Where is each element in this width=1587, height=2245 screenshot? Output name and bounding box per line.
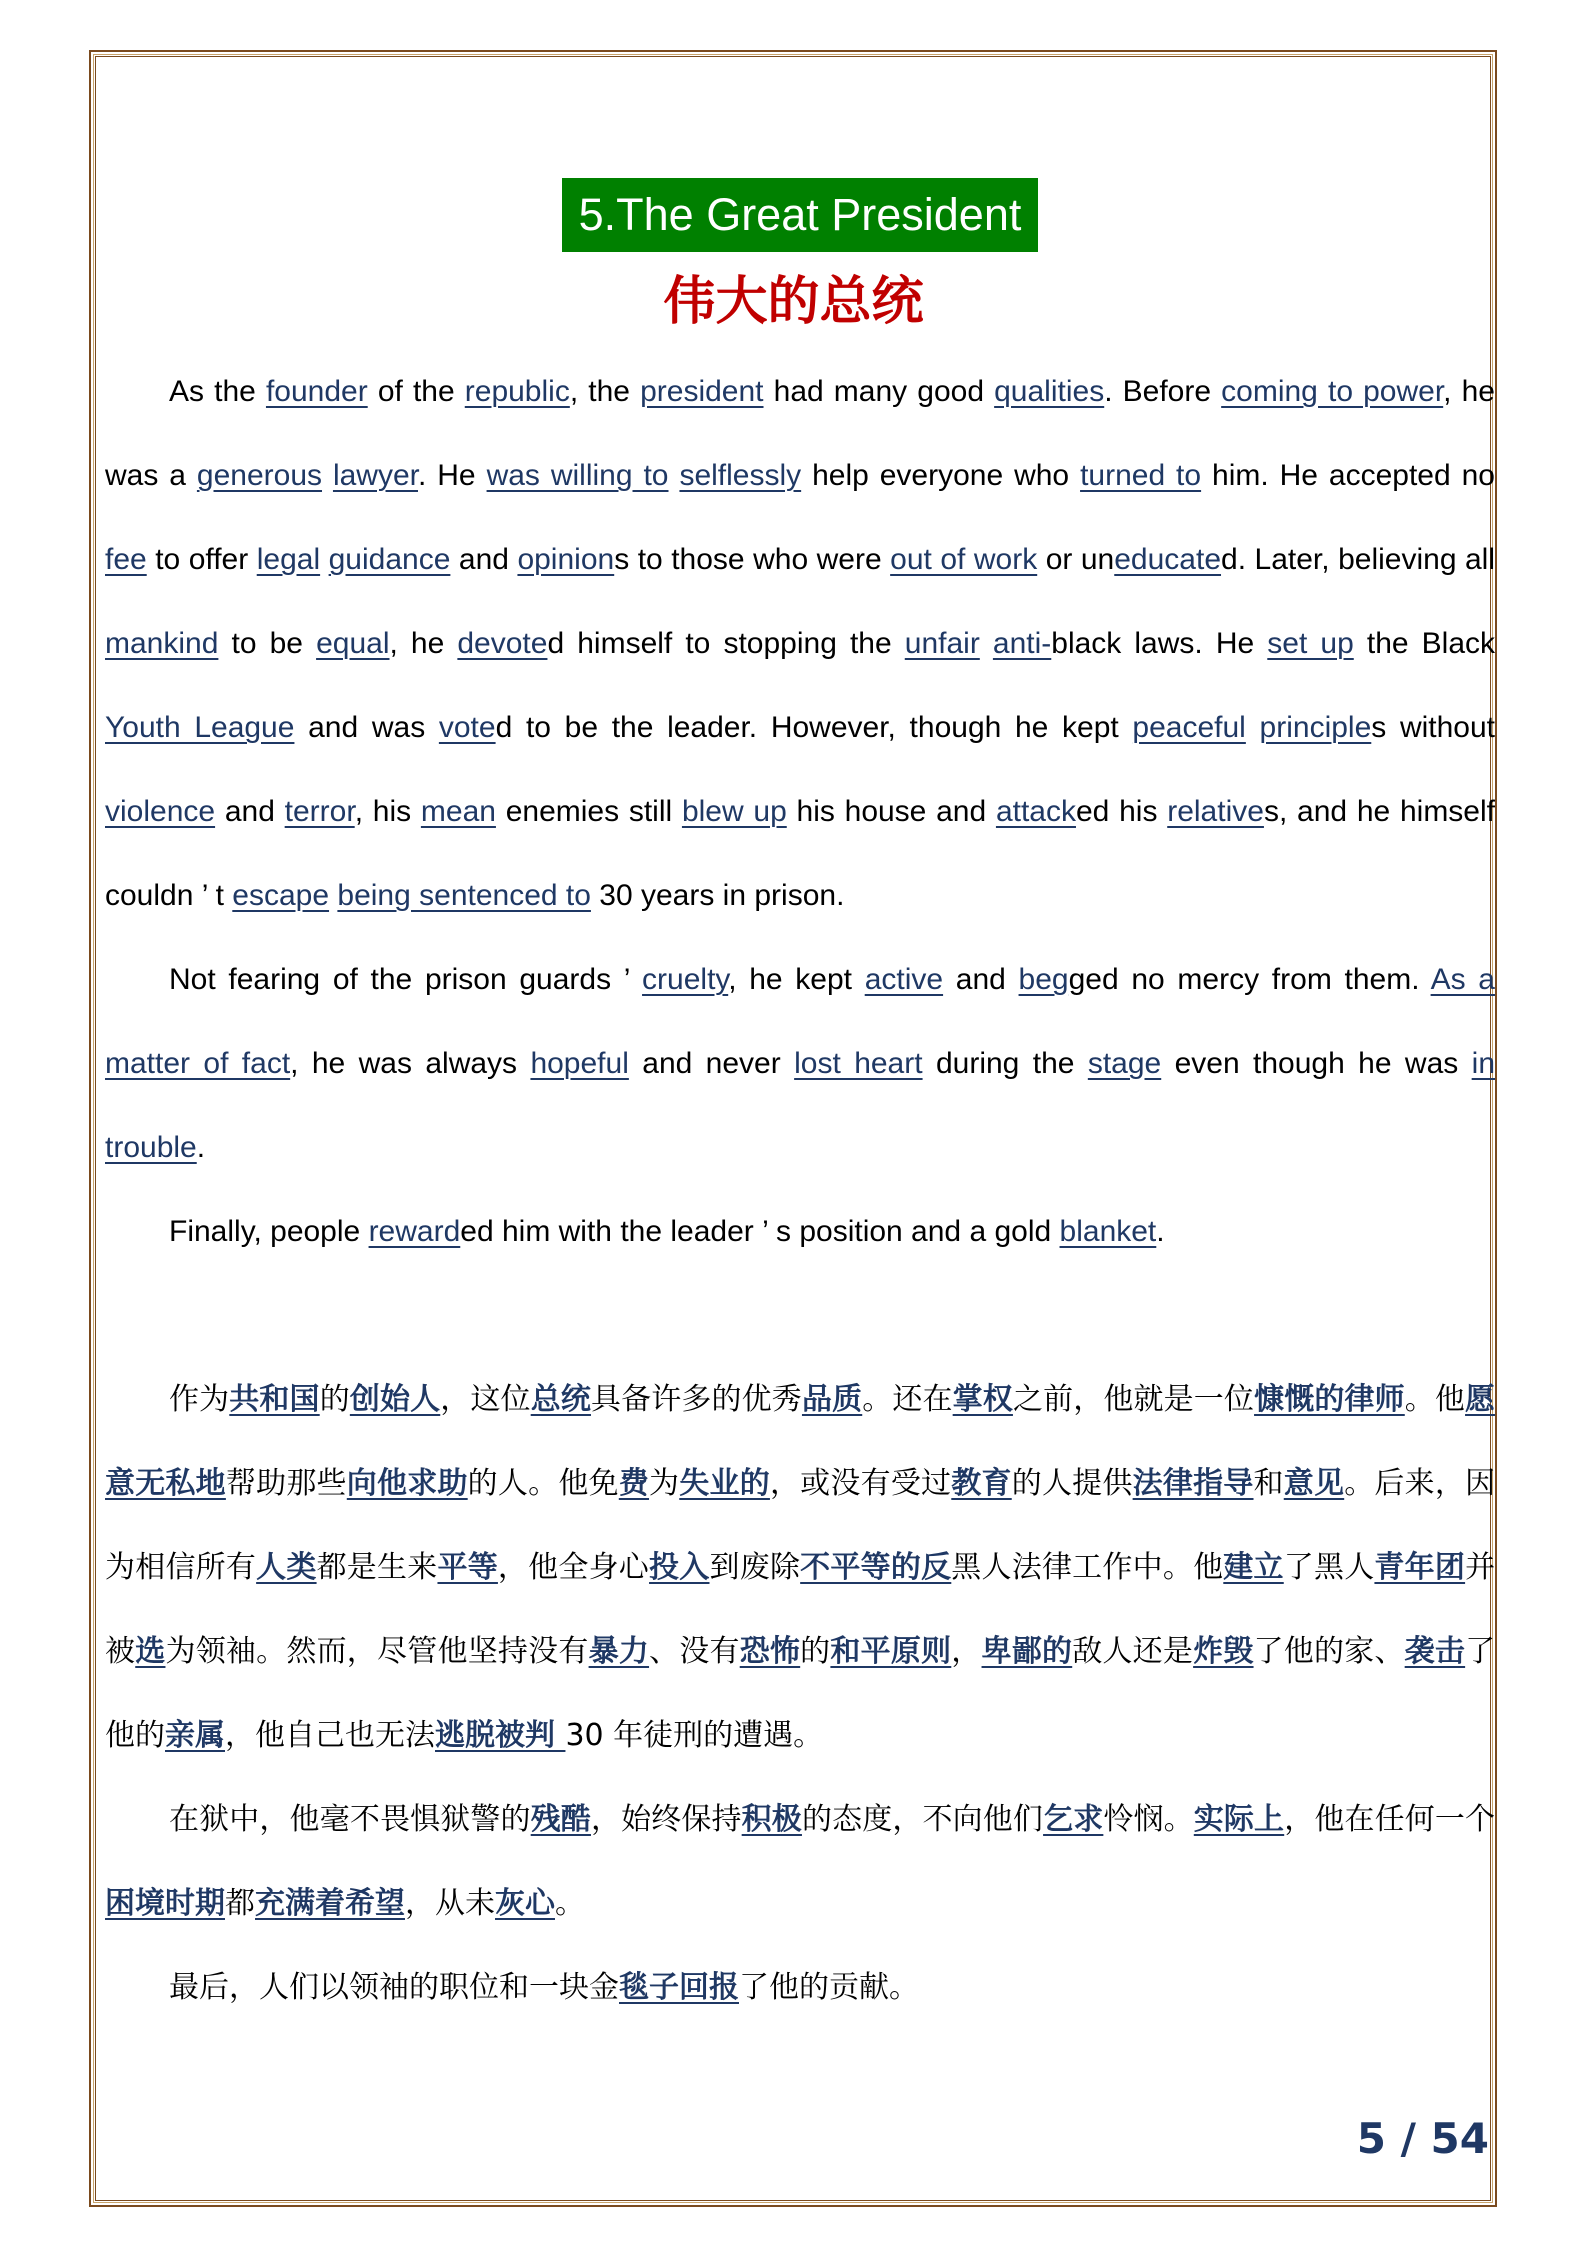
- text-run: ed his: [1075, 795, 1168, 828]
- vocab-term: 总统: [530, 1382, 591, 1417]
- text-run: had many good: [763, 375, 995, 408]
- text-run: of the: [367, 375, 465, 408]
- vocab-term: 向他求助: [346, 1466, 468, 1501]
- text-run: and was: [294, 711, 439, 744]
- vocab-term: lawyer: [332, 459, 418, 492]
- vocab-term: cruelty: [642, 963, 729, 996]
- text-run: 的人。他免: [467, 1466, 619, 1501]
- english-paragraph-3: [105, 1190, 1495, 1274]
- text-run: ，或没有受过: [769, 1466, 952, 1501]
- text-run: 为: [649, 1466, 680, 1501]
- text-run: 具备许多的优秀: [590, 1382, 802, 1417]
- text-run: 了他的贡献。: [739, 1970, 919, 2005]
- vocab-term: 亲属: [165, 1718, 225, 1753]
- vocab-term: educate: [1114, 543, 1222, 576]
- vocab-term: 选: [135, 1634, 166, 1669]
- text-run: ，他自己也无法: [225, 1718, 435, 1753]
- vocab-term: 人类: [256, 1550, 317, 1585]
- vocab-term: 和平原则: [830, 1634, 952, 1669]
- vocab-term: 袭击: [1404, 1634, 1466, 1669]
- text-run: , he kept: [728, 963, 865, 996]
- text-run: his house and: [786, 795, 996, 828]
- vocab-term: fee: [105, 543, 147, 576]
- vocab-term: lost heart: [794, 1047, 923, 1080]
- vocab-term: relative: [1167, 795, 1264, 828]
- vocab-term: blanket: [1059, 1215, 1157, 1248]
- text-run: . He: [418, 459, 487, 492]
- vocab-term: 逃脱被判: [435, 1718, 566, 1753]
- vocab-term: principle: [1259, 711, 1372, 744]
- vocab-term: devote: [457, 627, 548, 660]
- text-run: and: [450, 543, 518, 576]
- text-run: 30 年徒刑的遭遇。: [565, 1718, 824, 1753]
- text-run: , he was always: [290, 1047, 531, 1080]
- vocab-term: founder: [265, 375, 368, 408]
- text-run: 为领袖。然而，尽管他坚持没有: [165, 1634, 589, 1669]
- vocab-term: 失业的: [679, 1466, 770, 1501]
- text-run: 最后，人们以领袖的职位和一块金: [169, 1970, 619, 2005]
- text-run: d. Later, believing all: [1221, 543, 1496, 576]
- vocab-term: legal: [256, 543, 321, 576]
- text-run: 和: [1253, 1466, 1284, 1501]
- vocab-term: 炸毁: [1193, 1634, 1254, 1669]
- page-number: 5 / 54: [1356, 2114, 1489, 2163]
- text-run: enemies still: [495, 795, 682, 828]
- text-run: [669, 459, 680, 492]
- text-run: [322, 459, 333, 492]
- chinese-paragraph-2: [105, 1778, 1495, 1946]
- vocab-term: selflessly: [679, 459, 802, 492]
- text-run: 、没有: [649, 1634, 740, 1669]
- vocab-term: 愿意无私地: [105, 1382, 1496, 1501]
- text-run: ed him with the leader ’ s position and a gold: [460, 1215, 1060, 1248]
- vocab-term: 投入: [649, 1550, 710, 1585]
- vocab-term: 残酷: [530, 1802, 591, 1837]
- text-run: , his: [354, 795, 421, 828]
- vocab-term: 法律指导: [1132, 1466, 1254, 1501]
- text-run: 都是生来: [316, 1550, 438, 1585]
- vocab-term: 实际上: [1193, 1802, 1285, 1837]
- vocab-term: 暴力: [588, 1634, 650, 1669]
- vocab-term: guidance: [328, 543, 451, 576]
- vocab-term: terror: [284, 795, 355, 828]
- text-run: ，他在任何一个: [1284, 1802, 1496, 1837]
- chinese-paragraph-1: [105, 1358, 1495, 1778]
- text-run: 了他的家、: [1253, 1634, 1405, 1669]
- text-run: .: [196, 1131, 206, 1164]
- vocab-term: reward: [368, 1215, 461, 1248]
- text-run: to be: [218, 627, 317, 660]
- vocab-term: hopeful: [530, 1047, 629, 1080]
- vocab-term: 教育: [951, 1466, 1012, 1501]
- text-run: , the: [569, 375, 641, 408]
- text-run: . Before: [1104, 375, 1222, 408]
- section-spacer: [105, 1274, 1495, 1358]
- text-run: 帮助那些: [225, 1466, 347, 1501]
- text-run: As the: [169, 375, 266, 408]
- vocab-term: attack: [995, 795, 1076, 828]
- vocab-term: vote: [438, 711, 496, 744]
- text-run: ，他全身心: [497, 1550, 650, 1585]
- vocab-term: president: [640, 375, 764, 408]
- text-run: 的: [319, 1382, 350, 1417]
- vocab-term: escape: [232, 879, 330, 912]
- vocab-term: 意见: [1283, 1466, 1345, 1501]
- text-run: 并被: [105, 1550, 1496, 1669]
- text-run: 黑人法律工作中。他: [951, 1550, 1224, 1585]
- text-run: [320, 543, 329, 576]
- text-run: d himself to stopping the: [547, 627, 905, 660]
- vocab-term: 创始人: [349, 1382, 441, 1417]
- text-run: 。后来，因为相信所有: [105, 1466, 1496, 1585]
- text-run: , he: [389, 627, 458, 660]
- text-run: ，从未: [405, 1886, 495, 1921]
- text-run: 的人提供: [1011, 1466, 1133, 1501]
- vocab-term: qualities: [994, 375, 1105, 408]
- text-run: ，这位: [440, 1382, 531, 1417]
- text-run: to offer: [146, 543, 257, 576]
- text-run: 的态度，不向他们: [801, 1802, 1044, 1837]
- text-run: ，: [951, 1634, 982, 1669]
- vocab-term: generous: [196, 459, 323, 492]
- text-run: s without: [1371, 711, 1496, 744]
- text-run: 30 years in prison.: [590, 879, 845, 912]
- text-run: 。还在: [862, 1382, 953, 1417]
- vocab-term: 费: [618, 1466, 650, 1501]
- text-run: [1246, 711, 1260, 744]
- english-paragraph-1: [105, 350, 1495, 938]
- vocab-term: set up: [1267, 627, 1354, 660]
- text-run: 在狱中，他毫不畏惧狱警的: [169, 1802, 531, 1837]
- text-run: black laws. He: [1051, 627, 1268, 660]
- text-run: and: [943, 963, 1019, 996]
- vocab-term: being sentenced to: [337, 879, 591, 912]
- vocab-term: 困境时期: [105, 1886, 225, 1921]
- vocab-term: 掌权: [952, 1382, 1013, 1417]
- text-run: and never: [628, 1047, 795, 1080]
- vocab-term: was willing to: [486, 459, 669, 492]
- text-run: ，始终保持: [590, 1802, 742, 1837]
- text-run: him. He accepted no: [1201, 459, 1495, 492]
- vocab-term: 乞求: [1043, 1802, 1104, 1837]
- vocab-term: As a matter of fact: [105, 963, 1495, 1080]
- article-body: [105, 350, 1495, 2030]
- text-run: Not fearing of the prison guards ’: [169, 963, 643, 996]
- vocab-term: mankind: [105, 627, 219, 660]
- vocab-term: 积极: [741, 1802, 802, 1837]
- text-run: or un: [1037, 543, 1115, 576]
- vocab-term: 恐怖: [739, 1634, 801, 1669]
- vocab-term: republic: [464, 375, 570, 408]
- vocab-term: 卑鄙的: [981, 1634, 1073, 1669]
- vocab-term: beg: [1018, 963, 1069, 996]
- text-run: help everyone who: [801, 459, 1081, 492]
- text-run: 怜悯。: [1103, 1802, 1194, 1837]
- vocab-term: 建立: [1223, 1550, 1284, 1585]
- vocab-term: opinion: [517, 543, 615, 576]
- text-run: 敌人还是: [1072, 1634, 1194, 1669]
- vocab-term: equal: [316, 627, 390, 660]
- vocab-term: anti-: [992, 627, 1052, 660]
- text-run: 到废除: [709, 1550, 801, 1585]
- text-run: 。: [555, 1886, 585, 1921]
- text-run: 作为: [169, 1382, 230, 1417]
- vocab-term: in trouble: [105, 1047, 1496, 1164]
- vocab-term: unfair: [904, 627, 980, 660]
- title-english: 5.The Great President: [562, 178, 1038, 252]
- vocab-term: peaceful: [1132, 711, 1246, 744]
- text-run: .: [1156, 1215, 1165, 1248]
- vocab-term: stage: [1087, 1047, 1162, 1080]
- vocab-term: violence: [105, 795, 216, 828]
- vocab-term: 不平等的反: [800, 1550, 952, 1585]
- vocab-term: Youth League: [105, 711, 295, 744]
- title-chinese: 伟大的总统: [663, 272, 924, 332]
- text-run: 都: [225, 1886, 255, 1921]
- text-run: and: [215, 795, 285, 828]
- text-run: 的: [800, 1634, 831, 1669]
- text-run: s to those who were: [614, 543, 891, 576]
- vocab-term: 灰心: [495, 1886, 555, 1921]
- vocab-term: 青年团: [1374, 1550, 1466, 1585]
- text-run: ged no mercy from them.: [1068, 963, 1431, 996]
- text-run: , he was a: [105, 375, 1495, 492]
- text-run: Finally, people: [169, 1215, 369, 1248]
- text-run: d to be the leader. However, though he kept: [495, 711, 1133, 744]
- vocab-term: out of work: [890, 543, 1038, 576]
- text-run: 。他: [1404, 1382, 1466, 1417]
- vocab-term: 共和国: [229, 1382, 320, 1417]
- english-paragraph-2: [105, 938, 1495, 1190]
- text-run: 了他的: [105, 1634, 1496, 1753]
- vocab-term: 充满着希望: [255, 1886, 405, 1921]
- vocab-term: 慷慨的律师: [1254, 1382, 1405, 1417]
- vocab-term: turned to: [1080, 459, 1202, 492]
- text-run: during the: [922, 1047, 1088, 1080]
- text-run: 之前，他就是一位: [1012, 1382, 1255, 1417]
- text-run: [980, 627, 993, 660]
- vocab-term: coming to power: [1221, 375, 1444, 408]
- vocab-term: active: [864, 963, 944, 996]
- vocab-term: 毯子回报: [619, 1970, 739, 2005]
- vocab-term: 品质: [801, 1382, 863, 1417]
- text-run: 了黑人: [1283, 1550, 1375, 1585]
- text-run: even though he was: [1161, 1047, 1472, 1080]
- vocab-term: 平等: [437, 1550, 498, 1585]
- text-run: the Black: [1353, 627, 1496, 660]
- vocab-term: mean: [420, 795, 496, 828]
- text-run: s, and he himself couldn ’ t: [105, 795, 1495, 912]
- chinese-paragraph-3: [105, 1946, 1495, 2030]
- vocab-term: blew up: [681, 795, 787, 828]
